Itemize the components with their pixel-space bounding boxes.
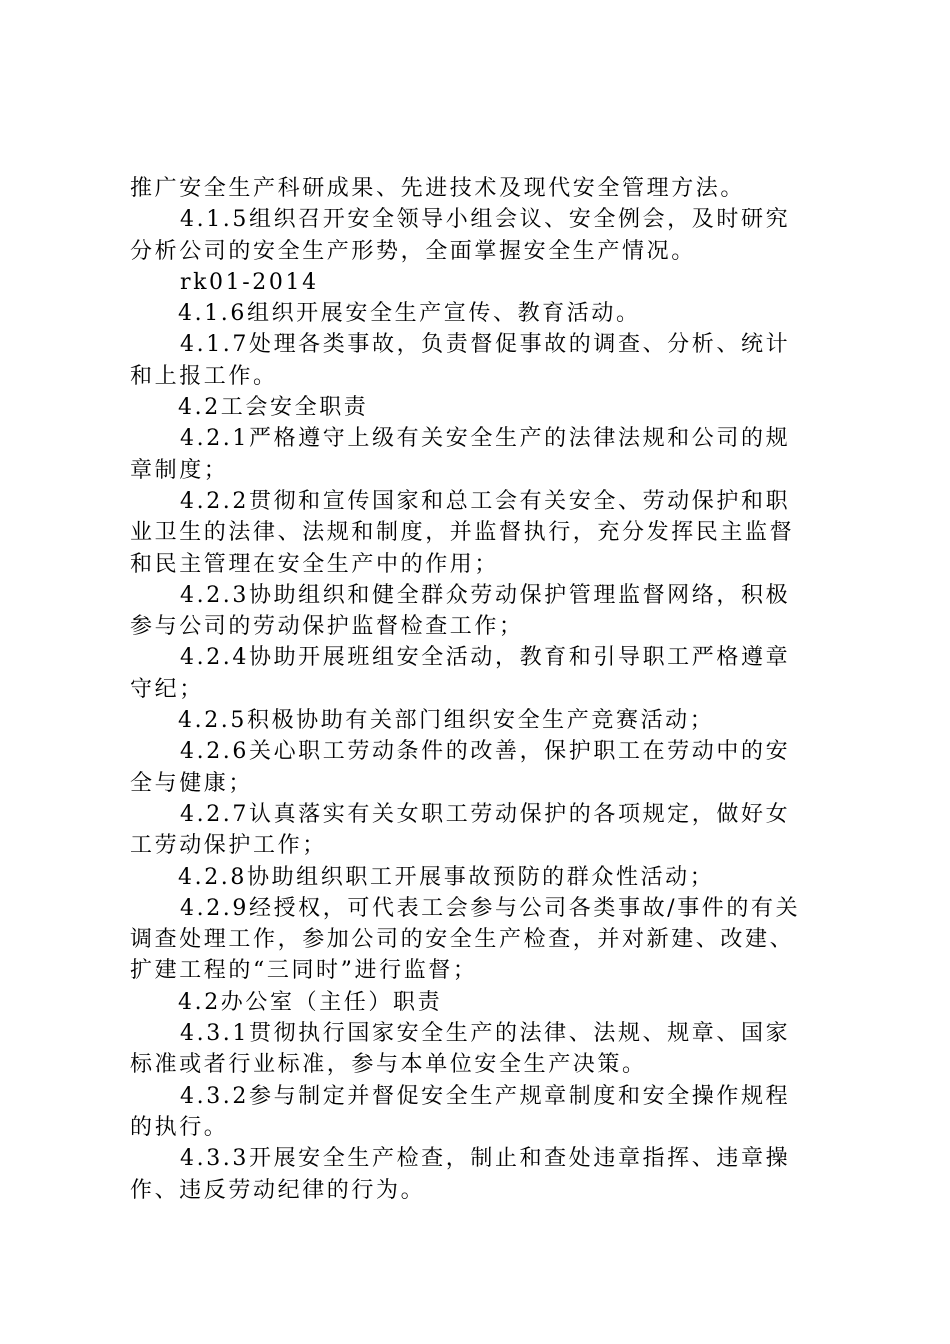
text-line: 的执行。 [130, 1114, 229, 1140]
text-line: 业卫生的法律、法规和制度，并监督执行，充分发挥民主监督 [130, 520, 795, 546]
text-line: 扩建工程的“三同时”进行监督； [130, 958, 478, 984]
text-line: 4.1.6组织开展安全生产宣传、教育活动。 [178, 301, 641, 327]
text-line: 4.3.3开展安全生产检查，制止和查处违章指挥、违章操 [180, 1146, 791, 1172]
text-line: 4.2.4协助开展班组安全活动，教育和引导职工严格遵章 [180, 645, 791, 671]
document-body [130, 173, 830, 1206]
text-line: 全与健康； [130, 770, 254, 796]
text-line: 4.2.3协助组织和健全群众劳动保护管理监督网络，积极 [180, 582, 791, 608]
text-line: 工劳动保护工作； [130, 833, 327, 859]
text-line: 4.2.2贯彻和宣传国家和总工会有关安全、劳动保护和职 [180, 488, 791, 514]
text-line: 4.2.6关心职工劳动条件的改善，保护职工在劳动中的安 [180, 739, 791, 765]
text-line: 参与公司的劳动保护监督检查工作； [130, 614, 524, 640]
text-line: 4.2.8协助组织职工开展事故预防的群众性活动； [178, 864, 715, 890]
text-line: 推广安全生产科研成果、先进技术及现代安全管理方法。 [130, 176, 746, 201]
text-line: 标准或者行业标准，参与本单位安全生产决策。 [130, 1052, 647, 1078]
text-line: rk01-2014 [180, 269, 319, 295]
text-line: 4.3.2参与制定并督促安全生产规章制度和安全操作规程 [180, 1083, 791, 1109]
text-line: 4.2.1严格遵守上级有关安全生产的法律法规和公司的规 [180, 426, 791, 452]
section-heading: 4.2工会安全职责 [178, 395, 369, 421]
text-line: 和上报工作。 [130, 363, 278, 389]
text-line: 作、违反劳动纪律的行为。 [130, 1177, 426, 1203]
text-line: 4.3.1贯彻执行国家安全生产的法律、法规、规章、国家 [180, 1021, 791, 1047]
text-line: 分析公司的安全生产形势，全面掌握安全生产情况。 [130, 238, 696, 264]
text-line: 4.2.7认真落实有关女职工劳动保护的各项规定，做好女 [180, 801, 791, 827]
text-line: 守纪； [130, 676, 204, 702]
text-line: 4.1.5组织召开安全领导小组会议、安全例会，及时研究 [180, 207, 791, 233]
text-line: 章制度； [130, 457, 229, 483]
text-line: 4.1.7处理各类事故，负责督促事故的调查、分析、统计 [180, 332, 791, 358]
section-heading: 4.2办公室（主任）职责 [178, 989, 443, 1015]
text-line: 和民主管理在安全生产中的作用； [130, 551, 500, 577]
text-line: 4.2.9经授权，可代表工会参与公司各类事故/事件的有关 [180, 895, 801, 921]
text-line: 调查处理工作，参加公司的安全生产检查，并对新建、改建、 [130, 927, 795, 953]
text-line: 4.2.5积极协助有关部门组织安全生产竞赛活动； [178, 708, 715, 734]
